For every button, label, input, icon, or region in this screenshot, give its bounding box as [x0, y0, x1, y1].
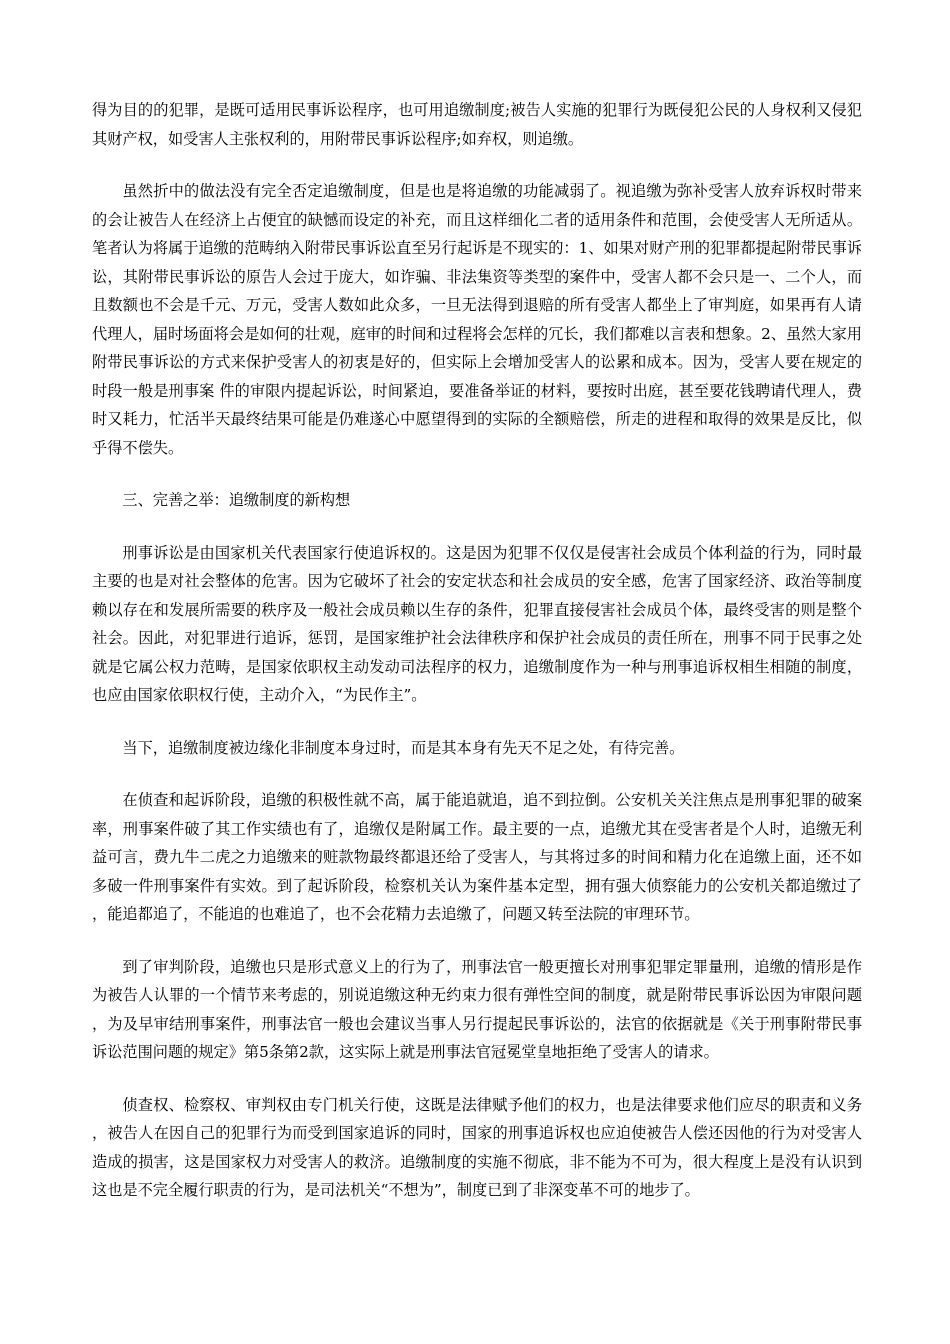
section-heading: 三、完善之举：追缴制度的新构想 — [122, 491, 351, 509]
paragraph-compromise-analysis: 虽然折中的做法没有完全否定追缴制度，但是也是将追缴的功能减弱了。视追缴为弥补受害人放弃诉权时带来的会让被告人在经济上占便宜的缺憾而设定的补充，而且这样细化二者的适用条件和范围，会使受害人无所适从。笔者认为将属于追缴的范畴纳入附带民事诉讼直至另行起诉是不现实的：1、如果对财产刑的犯罪都提起附带民事诉讼，其附带民事诉讼的原告人会过于庞大，如诈骗、非法集资等类型的案件中，受害人都不会只是一、二个人，而且数额也不会是千元、万元，受害人数如此众多，一旦无法得到退赔的所有受害人都坐上了审判庭，如果再有人请代理人，届时场面将会是如何的壮观，庭审的时间和过程将会怎样的冗长，我们都难以言表和想象。2、虽然大家用附带民事诉讼的方式来保护受害人的初衷是好的，但实际上会增加受害人的讼累和成本。因为，受害人要在规定的时段一般是刑事案 件的审限内提起诉讼，时间紧迫，要准备举证的材料，要按时出庭，甚至要花钱聘请代理人，费时又耗力，忙活半天最终结果可能是仍难遂心中愿望得到的实际的全额赔偿，所走的进程和取得的效果是反比，似乎得不偿失。 — [92, 182, 862, 457]
paragraph-prosecution-power: 刑事诉讼是由国家机关代表国家行使追诉权的。这是因为犯罪不仅仅是侵害社会成员个体利益的行为，同时最主要的也是对社会整体的危害。因为它破坏了社会的安定状态和社会成员的安全感，危害了国家经济、政治等制度赖以存在和发展所需要的秩序及一般社会成员赖以生存的条件，犯罪直接侵害社会成员个体，最终受害的则是整个社会。因此，对犯罪进行追诉，惩罚，是国家维护社会法律秩序和保护社会成员的责任所在，刑事不同于民事之处就是它属公权力范畴，是国家依职权主动发动司法程序的权力，追缴制度作为一种与刑事追诉权相生相随的制度，也应由国家依职权行使，主动介入，“为民作主”。 — [92, 543, 862, 704]
paragraph-state-duty: 侦查权、检察权、审判权由专门机关行使，这既是法律赋予他们的权力，也是法律要求他们应尽的职责和义务，被告人在因自己的犯罪行为而受到国家追诉的同时，国家的刑事追诉权也应迫使被告人偿还因他的行为对受害人造成的损害，这是国家权力对受害人的救济。追缴制度的实施不彻底，非不能为不可为，很大程度上是没有认识到这也是不完全履行职责的行为，是司法机关“不想为”，制度已到了非深变革不可的地步了。 — [92, 1095, 862, 1199]
document-page — [92, 96, 862, 1229]
paragraph-continuation: 得为目的的犯罪，是既可适用民事诉讼程序，也可用追缴制度;被告人实施的犯罪行为既侵犯公民的人身权利又侵犯其财产权，如受害人主张权利的，用附带民事诉讼程序;如弃权，则追缴。 — [92, 101, 862, 148]
paragraph-trial-stage: 到了审判阶段，追缴也只是形式意义上的行为了，刑事法官一般更擅长对刑事犯罪定罪量刑，追缴的情形是作为被告人认罪的一个情节来考虑的，别说追缴这种无约束力很有弹性空间的制度，就是附带民事诉讼因为审限问题，为及早审结刑事案件，刑事法官一般也会建议当事人另行提起民事诉讼的，法官的依据就是《关于刑事附带民事诉讼范围问题的规定》第5条第2款，这实际上就是刑事法官冠冕堂皇地拒绝了受害人的请求。 — [92, 957, 862, 1061]
paragraph-current-state: 当下，追缴制度被边缘化非制度本身过时，而是其本身有先天不足之处，有待完善。 — [122, 738, 685, 757]
paragraph-investigation-stage: 在侦查和起诉阶段，追缴的积极性就不高，属于能追就追，追不到拉倒。公安机关关注焦点是刑事犯罪的破案率，刑事案件破了其工作实绩也有了，追缴仅是附属工作。最主要的一点，追缴尤其在受害者是个人时，追缴无利益可言，费九牛二虎之力追缴来的赃款物最终都退还给了受害人，与其将过多的时间和精力化在追缴上面，还不如多破一件刑事案件有实效。到了起诉阶段，检察机关认为案件基本定型，拥有强大侦察能力的公安机关都追缴过了，能追都追了，不能追的也难追了，也不会花精力去追缴了，问题又转至法院的审理环节。 — [92, 791, 862, 923]
